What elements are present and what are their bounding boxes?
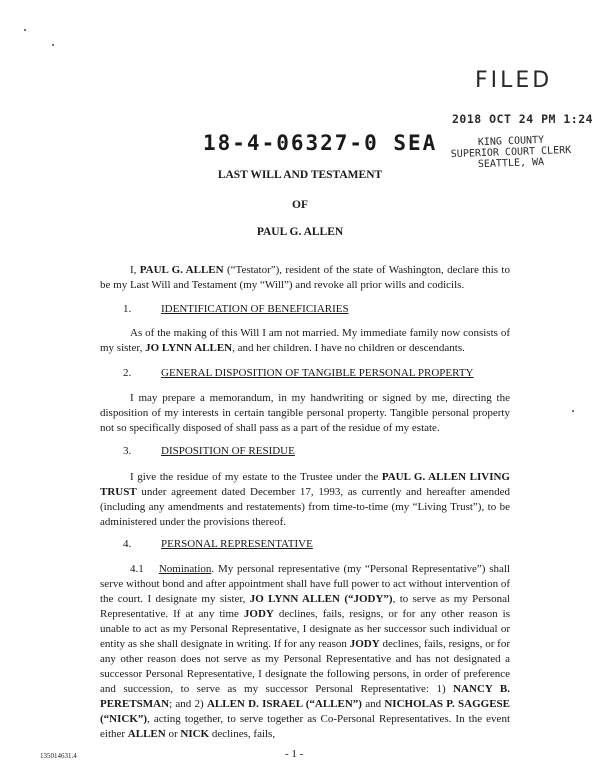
subsection-number: 4.1 (130, 563, 144, 575)
section-title: DISPOSITION OF RESIDUE (161, 445, 295, 457)
representative-name: NICK (180, 728, 210, 740)
section-text: declines, fails, resigns, or for any other reason is unable to act as my Personal Representative, I designate as her successor such individual or entity as she shall designate in writing. If for any reason (100, 608, 510, 650)
section-text: . My personal representative (my “Personal Representative”) shall serve without bond and after appointment shall have full power to act without intervention of the court. I designate my sister, (100, 563, 510, 605)
section-text: I may prepare a memorandum, in my handwriting or signed by me, directing the disposition of my interests in certain tangible personal property. Tangible personal property not so specifically disposed of shall pass as a part of the residue of my estate. (100, 392, 510, 434)
filed-datetime: 2018 OCT 24 PM 1:24 (452, 112, 594, 126)
intro-text: I, (130, 264, 140, 276)
section-title: GENERAL DISPOSITION OF TANGIBLE PERSONAL PROPERTY (161, 367, 474, 379)
document-id: 135014631.4 (40, 752, 77, 760)
court-stamp-line: SEATTLE, WA (477, 156, 545, 171)
section-number: 2. (123, 367, 132, 379)
title-of: OF (292, 199, 308, 211)
representative-name: ALLEN D. ISRAEL (“ALLEN”) (206, 698, 362, 710)
section-title: IDENTIFICATION OF BENEFICIARIES (161, 303, 349, 315)
scan-speck (572, 410, 574, 412)
scan-speck (52, 44, 54, 46)
court-stamp-line: KING COUNTY (477, 134, 545, 149)
section-text: As of the making of this Will I am not married. My immediate family now consists of my sister, (100, 327, 510, 354)
representative-name: ALLEN (127, 728, 166, 740)
case-number: 18-4-06327-0 SEA (203, 131, 438, 155)
section-text: declines, fails, resigns, or for any other reason does not serve as my Personal Representative and has not designated a successor Personal Representative, I designate the following persons, in order of preference and succession, to serve as my successor Personal Representative: 1) (100, 638, 510, 695)
section-3-paragraph (100, 470, 510, 530)
intro-paragraph (100, 263, 510, 293)
section-1-paragraph (100, 326, 510, 356)
trust-name: PAUL G. ALLEN LIVING TRUST (100, 471, 510, 498)
document-title: LAST WILL AND TESTAMENT (217, 169, 383, 181)
scan-speck (24, 29, 26, 31)
section-4-paragraph (100, 562, 510, 742)
section-text: , to serve as my Personal Representative. If at any time (100, 593, 511, 620)
representative-name: JODY (243, 608, 274, 620)
section-text: , acting together, to serve together as Co-Personal Representatives. In the event either (100, 713, 510, 740)
section-text: and (361, 698, 385, 710)
section-text: ; and 2) (169, 698, 207, 710)
filed-stamp: FILED (475, 68, 553, 93)
section-text: or (165, 728, 181, 740)
section-text: declines, fails, (209, 728, 276, 740)
section-text: I give the residue of my estate to the Trustee under the (130, 471, 382, 483)
page-number: - 1 - (285, 748, 304, 760)
representative-name: JO LYNN ALLEN (“JODY”) (249, 593, 393, 605)
section-number: 4. (123, 538, 132, 550)
intro-name: PAUL G. ALLEN (139, 264, 224, 276)
section-number: 1. (123, 303, 132, 315)
section-text: under agreement dated December 17, 1993, as currently and hereafter amended (including any amendments and restatements) from time-to-time (my “Living Trust”), to be administered under the provisions thereof. (100, 486, 510, 528)
testator-name: PAUL G. ALLEN (256, 226, 344, 238)
intro-text: (“Testator”), resident of the state of Washington, declare this to be my Last Will and Testament (my “Will”) and revoke all prior wills and codicils. (100, 264, 510, 291)
court-stamp (441, 136, 581, 169)
representative-name: NANCY B. PERETSMAN (100, 683, 510, 710)
section-title: PERSONAL REPRESENTATIVE (161, 538, 313, 550)
section-text: , and her children. I have no children or descendants. (232, 342, 465, 354)
beneficiary-name: JO LYNN ALLEN (145, 342, 233, 354)
subsection-heading: Nomination (158, 563, 212, 575)
representative-name: JODY (349, 638, 380, 650)
section-number: 3. (123, 445, 132, 457)
court-stamp-line: SUPERIOR COURT CLERK (450, 144, 572, 161)
representative-name: NICHOLAS P. SAGGESE (“NICK”) (100, 698, 510, 725)
section-2-paragraph (100, 391, 510, 436)
